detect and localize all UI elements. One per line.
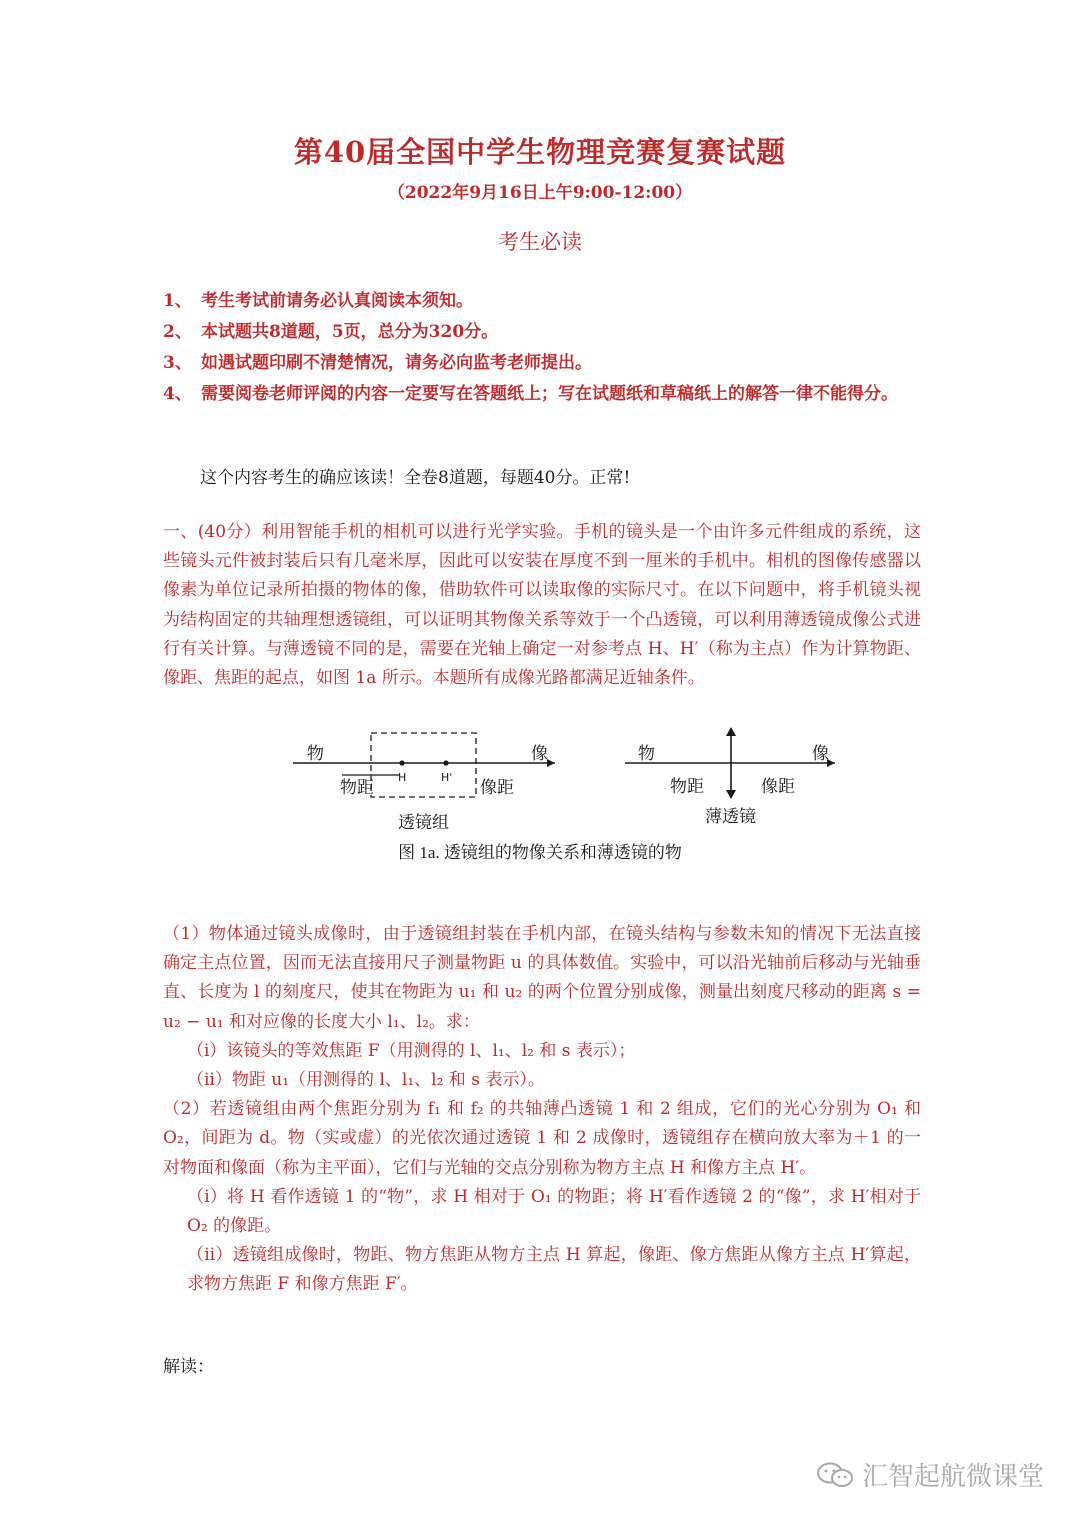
- rules-list: [163, 286, 923, 410]
- lens-arrow-up-icon: [726, 727, 736, 736]
- rule-item: [163, 286, 923, 317]
- image-distance-label: 像距: [480, 778, 514, 798]
- rule-item: [163, 348, 923, 379]
- rule-text: 需要阅卷老师评阅的内容一定要写在答题纸上；写在试题纸和草稿纸上的解答一律不能得分。: [201, 384, 898, 404]
- problem1-intro: 一、(40分）利用智能手机的相机可以进行光学实验。手机的镜头是一个由许多元件组成的系统，这些镜头元件被封装后只有几毫米厚，因此可以安装在厚度不到一厘米的手机中。相机的图像传感器以像素为单位记录所拍摄的物体的像，借助软件可以读取像的实际尺寸。在以下问题中，将手机镜头视为结构固定的共轴理想透镜组，可以证明其物像关系等效于一个凸透镜，可以利用薄透镜成像公式进行有关计算。与薄透镜不同的是，需要在光轴上确定一对参考点 H、H′（称为主点）作为计算物距、像距、焦距的起点，如图 1a 所示。本题所有成像光路都满足近轴条件。: [163, 522, 921, 689]
- principal-point-h: [399, 760, 404, 765]
- part2-text: （2）若透镜组由两个焦距分别为 f₁ 和 f₂ 的共轴薄凸透镜 1 和 2 组成，它们的光心分别为 O₁ 和 O₂，间距为 d。物（实或虚）的光依次通过透镜 1 和 2 成像时，透镜组存在横向放大率为＋1 的一对物面和像面（称为主平面），它们与光轴的交点分别称为物方主点 H 和像方主点 H′。: [163, 1099, 921, 1178]
- rule-item: [163, 379, 923, 410]
- part2-sub-i: （i）将 H 看作透镜 1 的“物”，求 H 相对于 O₁ 的物距；将 H′看作透镜 2 的“像”，求 H′相对于 O₂ 的像距。: [187, 1186, 921, 1237]
- commentary-note: 这个内容考生的确应该读！全卷8道题，每题40分。正常!: [200, 468, 631, 488]
- problem1-parts: [163, 920, 921, 1300]
- part1-sub-ii: （ii）物距 u₁（用测得的 l、l₁、l₂ 和 s 表示）。: [187, 1070, 545, 1091]
- watermark-text: 汇智起航微课堂: [861, 1462, 1044, 1492]
- rule-number: 2、: [163, 322, 192, 342]
- figure-1a: [0, 725, 1080, 835]
- object-label: 物: [638, 744, 655, 764]
- rule-text: 如遇试题印刷不清楚情况，请务必向监考老师提出。: [201, 353, 592, 373]
- wechat-icon: [816, 1461, 854, 1489]
- exam-date: （2022年9月16日上午9:00-12:00）: [387, 183, 693, 203]
- rule-text: 本试题共8道题，5页，总分为320分。: [201, 322, 499, 342]
- principal-point-hprime: [443, 760, 448, 765]
- part2-sub-ii: （ii）透镜组成像时，物距、物方焦距从物方主点 H 算起，像距、像方焦距从像方主点 H′算起，求物方焦距 F 和像方焦距 F′。: [187, 1245, 921, 1295]
- h-label: H: [398, 771, 407, 784]
- page-title: 第40届全国中学生物理竞赛复赛试题: [293, 135, 787, 169]
- notice-heading: 考生必读: [498, 230, 582, 254]
- image-distance-label: 像距: [761, 777, 795, 797]
- hprime-label: H': [441, 771, 453, 784]
- image-label: 像: [531, 744, 548, 764]
- thin-lens-diagram: [625, 727, 835, 827]
- object-distance-label: 物距: [670, 777, 704, 797]
- lens-group-label: 透镜组: [398, 813, 449, 833]
- lens-group-diagram: [293, 733, 555, 833]
- watermark: [816, 1456, 1044, 1493]
- object-distance-label: 物距: [340, 778, 374, 798]
- figure-caption: 图 1a. 透镜组的物像关系和薄透镜的物: [398, 843, 682, 862]
- rule-number: 4、: [163, 384, 192, 404]
- part1-sub-i: （i）该镜头的等效焦距 F（用测得的 l、l₁、l₂ 和 s 表示）；: [187, 1040, 636, 1061]
- rule-text: 考生考试前请务必认真阅读本须知。: [201, 291, 473, 311]
- object-label: 物: [307, 744, 324, 764]
- lens-group-box: [371, 733, 476, 797]
- rule-number: 1、: [163, 291, 192, 311]
- analysis-heading: 解读：: [163, 1357, 214, 1377]
- thin-lens-label: 薄透镜: [705, 807, 756, 827]
- lens-arrow-down-icon: [726, 790, 736, 799]
- rule-item: [163, 317, 923, 348]
- part1-text: （1）物体通过镜头成像时，由于透镜组封装在手机内部，在镜头结构与参数未知的情况下无法直接确定主点位置，因而无法直接用尺子测量物距 u 的具体数值。实验中，可以沿光轴前后移动与光轴垂直、长度为 l 的刻度尺，使其在物距为 u₁ 和 u₂ 的两个位置分别成像，测量出刻度尺移动的距离 s = u₂ − u₁ 和对应像的长度大小 l₁、l₂。求：: [163, 924, 921, 1032]
- rule-number: 3、: [163, 353, 192, 373]
- axis-arrow-icon: [547, 759, 555, 767]
- image-label: 像: [812, 744, 829, 764]
